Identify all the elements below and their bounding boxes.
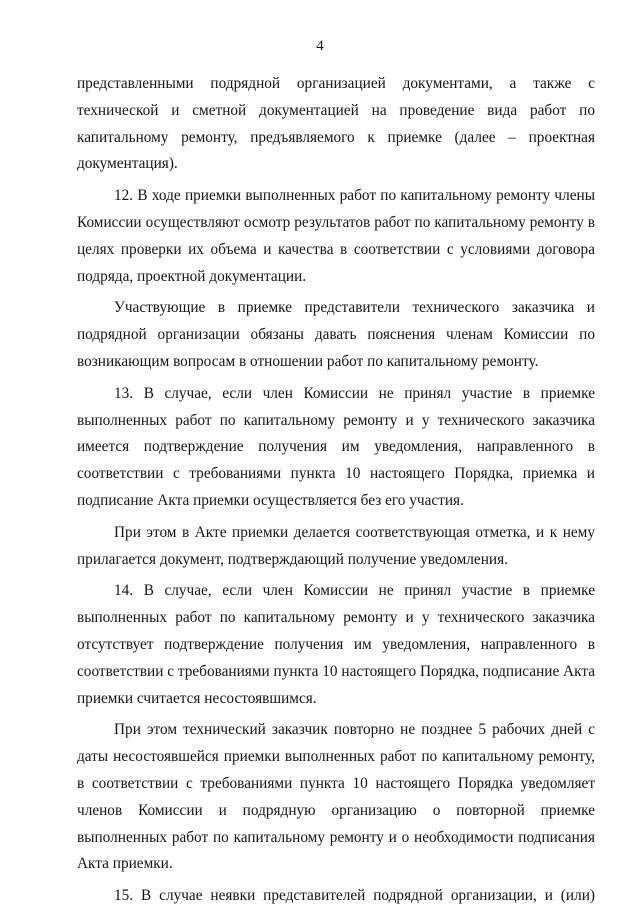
paragraph-item-12: 12. В ходе приемки выполненных работ по капитальному ремонту члены Комиссии осуществляют осмотр результатов работ по капитальному ремонту в целях проверки их объема и качества в соответствии с условиями договора подряда, проектной документации. bbox=[77, 187, 595, 285]
document-body bbox=[77, 71, 595, 915]
paragraph-continuation: представленными подрядной организацией документами, а также с технической и сметной документацией на проведение вида работ по капитальному ремонту, предъявляемого к приемке (далее – проектная документация). bbox=[77, 75, 595, 173]
paragraph-act-note: При этом в Акте приемки делается соответствующая отметка, и к нему прилагается документ, подтверждающий получение уведомления. bbox=[77, 523, 595, 568]
paragraph-participants: Участвующие в приемке представители технического заказчика и подрядной организации обязаны давать пояснения членам Комиссии по возникающим вопросам в отношении работ по капитальному ремонту. bbox=[77, 299, 595, 370]
paragraph-item-14: 14. В случае, если член Комиссии не принял участие в приемке выполненных работ по капитальному ремонту и у технического заказчика отсутствует подтверждение получения им уведомления, направленного в соответствии с требованиями пункта 10 настоящего Порядка, подписание Акта приемки считается несостоявшимся. bbox=[77, 582, 595, 707]
page-number: 4 bbox=[316, 38, 324, 54]
paragraph-item-15: 15. В случае неявки представителей подрядной организации, и (или) bbox=[114, 887, 595, 905]
paragraph-repeat-acceptance: При этом технический заказчик повторно не позднее 5 рабочих дней с даты несостоявшейся приемки выполненных работ по капитальному ремонту, в соответствии с требованиями пункта 10 настоящего Порядка уведомляет членов Комиссии и подрядную организацию о повторной приемке выполненных работ по капитальному ремонту и о необходимости подписания Акта приемки. bbox=[77, 721, 595, 873]
paragraph-item-13: 13. В случае, если член Комиссии не принял участие в приемке выполненных работ по капитальному ремонту и у технического заказчика имеется подтверждение получения им уведомления, направленного в соответствии с требованиями пункта 10 настоящего Порядка, приемка и подписание Акта приемки осуществляется без его участия. bbox=[77, 384, 595, 509]
